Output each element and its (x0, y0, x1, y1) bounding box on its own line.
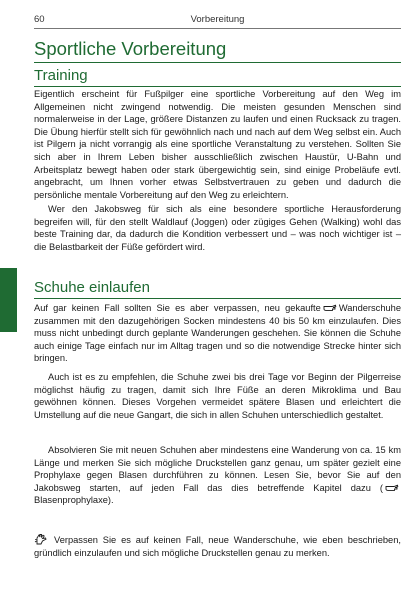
paragraph-schuhe-3 (34, 444, 401, 507)
title-rule (34, 62, 401, 63)
paragraph-schuhe-1-end: Wanderschuhe zusammen mit den dazugehörigen Socken mindestens 40 bis 50 km einzulaufen. Dies muss nicht unbedingt durch geplante Wanderungen geschehen. Sie können die Schuhe auch einige Tage einfach nur im Alltag tragen und so die notwendige Strecke hinter sich bringen. (34, 303, 401, 364)
paragraph-schuhe-3-end: Blasenprophylaxe). (34, 495, 114, 506)
pointing-hand-icon (323, 304, 337, 312)
warning-hand-icon (34, 533, 50, 545)
paragraph-schuhe-2: Auch ist es zu empfehlen, die Schuhe zwei bis drei Tage vor Beginn der Pilgerreise möglichst häufig zu tragen, damit sich Ihre Füße an deren Mikroklima und Bau gewöhnen können. Dieses Vorgehen vermeidet spätere Blasen und erleichtert die Umstellung auf die neue Gangart, die sich in allen Schuhen unterschiedlich gestaltet. (34, 372, 401, 420)
page-number: 60 (34, 14, 45, 25)
warning-note (34, 533, 401, 559)
section-heading-schuhe: Schuhe einlaufen (34, 279, 150, 296)
paragraph-schuhe-1 (34, 302, 401, 365)
section-rule-training (34, 86, 401, 87)
cross-reference-hand-icon (385, 484, 399, 492)
paragraph-schuhe-3-start: Absolvieren Sie mit neuen Schuhen aber mindestens eine Wanderung von ca. 15 km Länge und merken Sie sich mögliche Druckstellen ganz genau, um später gezielt eine Prophylaxe gegen Blasen durchführen zu können. Lesen Sie, bevor Sie auf den Jakobsweg starten, auf jeden Fall das dies betreffende Kapitel dazu ( (34, 445, 401, 493)
chapter-title: Vorbereitung (190, 14, 245, 25)
page-title: Sportliche Vorbereitung (34, 38, 227, 59)
chapter-tab (0, 268, 17, 332)
paragraph-training-1: Eigentlich erscheint für Fußpilger eine sportliche Vorbereitung auf den Weg im Allgemeinen nicht zwingend notwendig. Die meisten gesunden Menschen sind normalerweise in der Lage, größere Distanzen zu laufen und einen Rucksack zu tragen. Die Übung hierfür stellt sich für gewöhnlich nach und nach auf dem Weg selbst ein. Auch ist Pilgern ja nicht vorrangig als eine sportliche Veranstaltung zu verstehen. Sollten Sie sich aber in Ihrem Leben bisher ausschließlich zwischen Haustür, U-Bahn und Arbeitsplatz bewegt haben oder stark übergewichtig sein, sind einige Probeläufe evtl. angebracht, um Ihnen vorher etwas Selbstvertrauen zu geben und dadurch die persönliche mentale Vorbereitung auf den Weg zu erleichtern. (34, 89, 401, 200)
paragraph-schuhe-1-start: Auf gar keinen Fall sollten Sie es aber verpassen, neu gekaufte (34, 303, 321, 313)
paragraph-training-2: Wer den Jakobsweg für sich als eine besondere sportliche Herausforderung begreifen will, für den stellt Waldlauf (Joggen) oder zügiges Gehen (Walking) wohl das beste Training dar, da dadurch die Kondition verbessert und – was noch wichtiger ist – die Belastbarkeit der Füße gefördert wird. (34, 204, 401, 252)
running-head (34, 14, 401, 29)
section-rule-schuhe (34, 298, 401, 299)
warning-note-text: Verpassen Sie es auf keinen Fall, neue Wanderschuhe, wie eben beschrieben, gründlich einzulaufen und sich mögliche Druckstellen genau zu merken. (34, 535, 401, 558)
section-heading-training: Training (34, 67, 88, 84)
header-rule (34, 28, 401, 29)
